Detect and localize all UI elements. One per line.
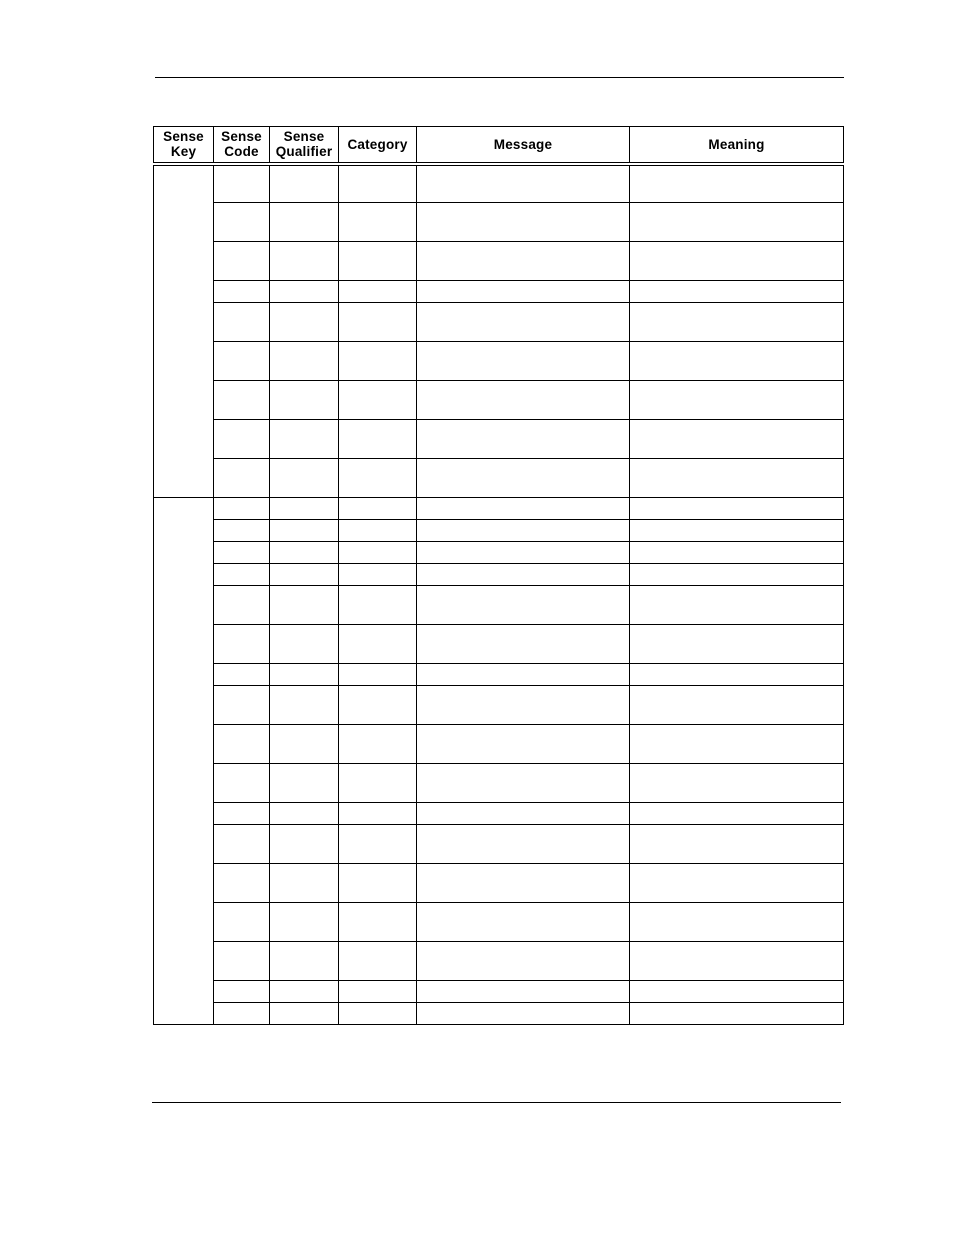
sense-qualifier-cell xyxy=(270,542,339,564)
sense-qualifier-cell xyxy=(270,498,339,520)
sense-code-cell xyxy=(214,725,270,764)
category-cell xyxy=(339,981,417,1003)
header-meaning: Meaning xyxy=(630,127,844,164)
sense-code-cell xyxy=(214,498,270,520)
meaning-cell xyxy=(630,903,844,942)
sense-key-cell xyxy=(154,498,214,1025)
sense-qualifier-cell xyxy=(270,981,339,1003)
message-cell xyxy=(417,864,630,903)
meaning-cell xyxy=(630,242,844,281)
message-cell xyxy=(417,664,630,686)
category-cell xyxy=(339,942,417,981)
sense-qualifier-cell xyxy=(270,1003,339,1025)
sense-qualifier-cell xyxy=(270,664,339,686)
header-sense-qualifier: Sense Qualifier xyxy=(270,127,339,164)
sense-code-cell xyxy=(214,864,270,903)
sense-code-cell xyxy=(214,564,270,586)
sense-code-cell xyxy=(214,420,270,459)
table-header-row xyxy=(154,127,844,164)
sense-qualifier-cell xyxy=(270,625,339,664)
sense-code-cell xyxy=(214,459,270,498)
table-row xyxy=(154,342,844,381)
meaning-cell xyxy=(630,303,844,342)
sense-code-cell xyxy=(214,381,270,420)
category-cell xyxy=(339,803,417,825)
meaning-cell xyxy=(630,625,844,664)
category-cell xyxy=(339,1003,417,1025)
meaning-cell xyxy=(630,825,844,864)
sense-code-cell xyxy=(214,586,270,625)
table-row xyxy=(154,420,844,459)
category-cell xyxy=(339,586,417,625)
sense-qualifier-cell xyxy=(270,564,339,586)
table-row xyxy=(154,586,844,625)
message-cell xyxy=(417,903,630,942)
meaning-cell xyxy=(630,520,844,542)
sense-qualifier-cell xyxy=(270,903,339,942)
category-cell xyxy=(339,498,417,520)
message-cell xyxy=(417,242,630,281)
message-cell xyxy=(417,686,630,725)
table-row xyxy=(154,564,844,586)
sense-qualifier-cell xyxy=(270,242,339,281)
sense-qualifier-cell xyxy=(270,342,339,381)
table-row xyxy=(154,864,844,903)
meaning-cell xyxy=(630,498,844,520)
category-cell xyxy=(339,281,417,303)
sense-code-cell xyxy=(214,803,270,825)
meaning-cell xyxy=(630,981,844,1003)
table-row xyxy=(154,381,844,420)
message-cell xyxy=(417,564,630,586)
category-cell xyxy=(339,459,417,498)
sense-code-cell xyxy=(214,242,270,281)
message-cell xyxy=(417,420,630,459)
sense-code-table xyxy=(153,126,844,1025)
table-row xyxy=(154,203,844,242)
category-cell xyxy=(339,381,417,420)
sense-qualifier-cell xyxy=(270,303,339,342)
message-cell xyxy=(417,542,630,564)
sense-qualifier-cell xyxy=(270,686,339,725)
meaning-cell xyxy=(630,164,844,203)
sense-code-cell xyxy=(214,664,270,686)
table-row xyxy=(154,1003,844,1025)
table-row xyxy=(154,542,844,564)
sense-code-cell xyxy=(214,342,270,381)
message-cell xyxy=(417,203,630,242)
header-message: Message xyxy=(417,127,630,164)
sense-qualifier-cell xyxy=(270,803,339,825)
meaning-cell xyxy=(630,725,844,764)
meaning-cell xyxy=(630,864,844,903)
meaning-cell xyxy=(630,542,844,564)
header-category: Category xyxy=(339,127,417,164)
message-cell xyxy=(417,764,630,803)
table-row xyxy=(154,625,844,664)
sense-code-cell xyxy=(214,1003,270,1025)
message-cell xyxy=(417,303,630,342)
sense-code-cell xyxy=(214,981,270,1003)
message-cell xyxy=(417,625,630,664)
header-sense-key: Sense Key xyxy=(154,127,214,164)
category-cell xyxy=(339,825,417,864)
meaning-cell xyxy=(630,381,844,420)
header-rule xyxy=(155,77,844,78)
meaning-cell xyxy=(630,803,844,825)
meaning-cell xyxy=(630,942,844,981)
category-cell xyxy=(339,725,417,764)
message-cell xyxy=(417,381,630,420)
sense-code-cell xyxy=(214,203,270,242)
table-row xyxy=(154,664,844,686)
table-row xyxy=(154,803,844,825)
category-cell xyxy=(339,764,417,803)
sense-code-cell xyxy=(214,686,270,725)
table-row xyxy=(154,281,844,303)
category-cell xyxy=(339,542,417,564)
sense-code-cell xyxy=(214,825,270,864)
table-row xyxy=(154,686,844,725)
table-row xyxy=(154,303,844,342)
meaning-cell xyxy=(630,664,844,686)
message-cell xyxy=(417,1003,630,1025)
meaning-cell xyxy=(630,1003,844,1025)
table-row xyxy=(154,825,844,864)
category-cell xyxy=(339,203,417,242)
sense-qualifier-cell xyxy=(270,164,339,203)
table-row xyxy=(154,903,844,942)
sense-qualifier-cell xyxy=(270,764,339,803)
meaning-cell xyxy=(630,564,844,586)
table-row xyxy=(154,725,844,764)
table-row xyxy=(154,981,844,1003)
sense-code-cell xyxy=(214,520,270,542)
sense-code-cell xyxy=(214,303,270,342)
sense-qualifier-cell xyxy=(270,864,339,903)
table-row xyxy=(154,242,844,281)
category-cell xyxy=(339,664,417,686)
message-cell xyxy=(417,586,630,625)
header-sense-code: Sense Code xyxy=(214,127,270,164)
message-cell xyxy=(417,164,630,203)
meaning-cell xyxy=(630,281,844,303)
message-cell xyxy=(417,498,630,520)
meaning-cell xyxy=(630,203,844,242)
footer-rule xyxy=(152,1102,841,1103)
table-row xyxy=(154,164,844,203)
category-cell xyxy=(339,564,417,586)
sense-code-cell xyxy=(214,625,270,664)
sense-code-cell xyxy=(214,164,270,203)
sense-code-cell xyxy=(214,542,270,564)
meaning-cell xyxy=(630,686,844,725)
sense-qualifier-cell xyxy=(270,281,339,303)
category-cell xyxy=(339,903,417,942)
sense-qualifier-cell xyxy=(270,942,339,981)
message-cell xyxy=(417,459,630,498)
sense-qualifier-cell xyxy=(270,203,339,242)
meaning-cell xyxy=(630,420,844,459)
meaning-cell xyxy=(630,586,844,625)
category-cell xyxy=(339,520,417,542)
category-cell xyxy=(339,164,417,203)
message-cell xyxy=(417,520,630,542)
message-cell xyxy=(417,725,630,764)
message-cell xyxy=(417,803,630,825)
category-cell xyxy=(339,342,417,381)
message-cell xyxy=(417,825,630,864)
meaning-cell xyxy=(630,342,844,381)
sense-qualifier-cell xyxy=(270,420,339,459)
table-row xyxy=(154,764,844,803)
category-cell xyxy=(339,864,417,903)
sense-qualifier-cell xyxy=(270,586,339,625)
sense-qualifier-cell xyxy=(270,725,339,764)
table-row xyxy=(154,942,844,981)
message-cell xyxy=(417,942,630,981)
sense-qualifier-cell xyxy=(270,459,339,498)
sense-code-cell xyxy=(214,903,270,942)
sense-qualifier-cell xyxy=(270,381,339,420)
message-cell xyxy=(417,281,630,303)
sense-key-cell xyxy=(154,164,214,498)
meaning-cell xyxy=(630,459,844,498)
sense-qualifier-cell xyxy=(270,825,339,864)
category-cell xyxy=(339,303,417,342)
table-row xyxy=(154,520,844,542)
message-cell xyxy=(417,981,630,1003)
sense-code-cell xyxy=(214,281,270,303)
meaning-cell xyxy=(630,764,844,803)
sense-qualifier-cell xyxy=(270,520,339,542)
sense-code-cell xyxy=(214,764,270,803)
category-cell xyxy=(339,420,417,459)
table-row xyxy=(154,498,844,520)
category-cell xyxy=(339,242,417,281)
table-row xyxy=(154,459,844,498)
category-cell xyxy=(339,625,417,664)
sense-code-cell xyxy=(214,942,270,981)
message-cell xyxy=(417,342,630,381)
category-cell xyxy=(339,686,417,725)
